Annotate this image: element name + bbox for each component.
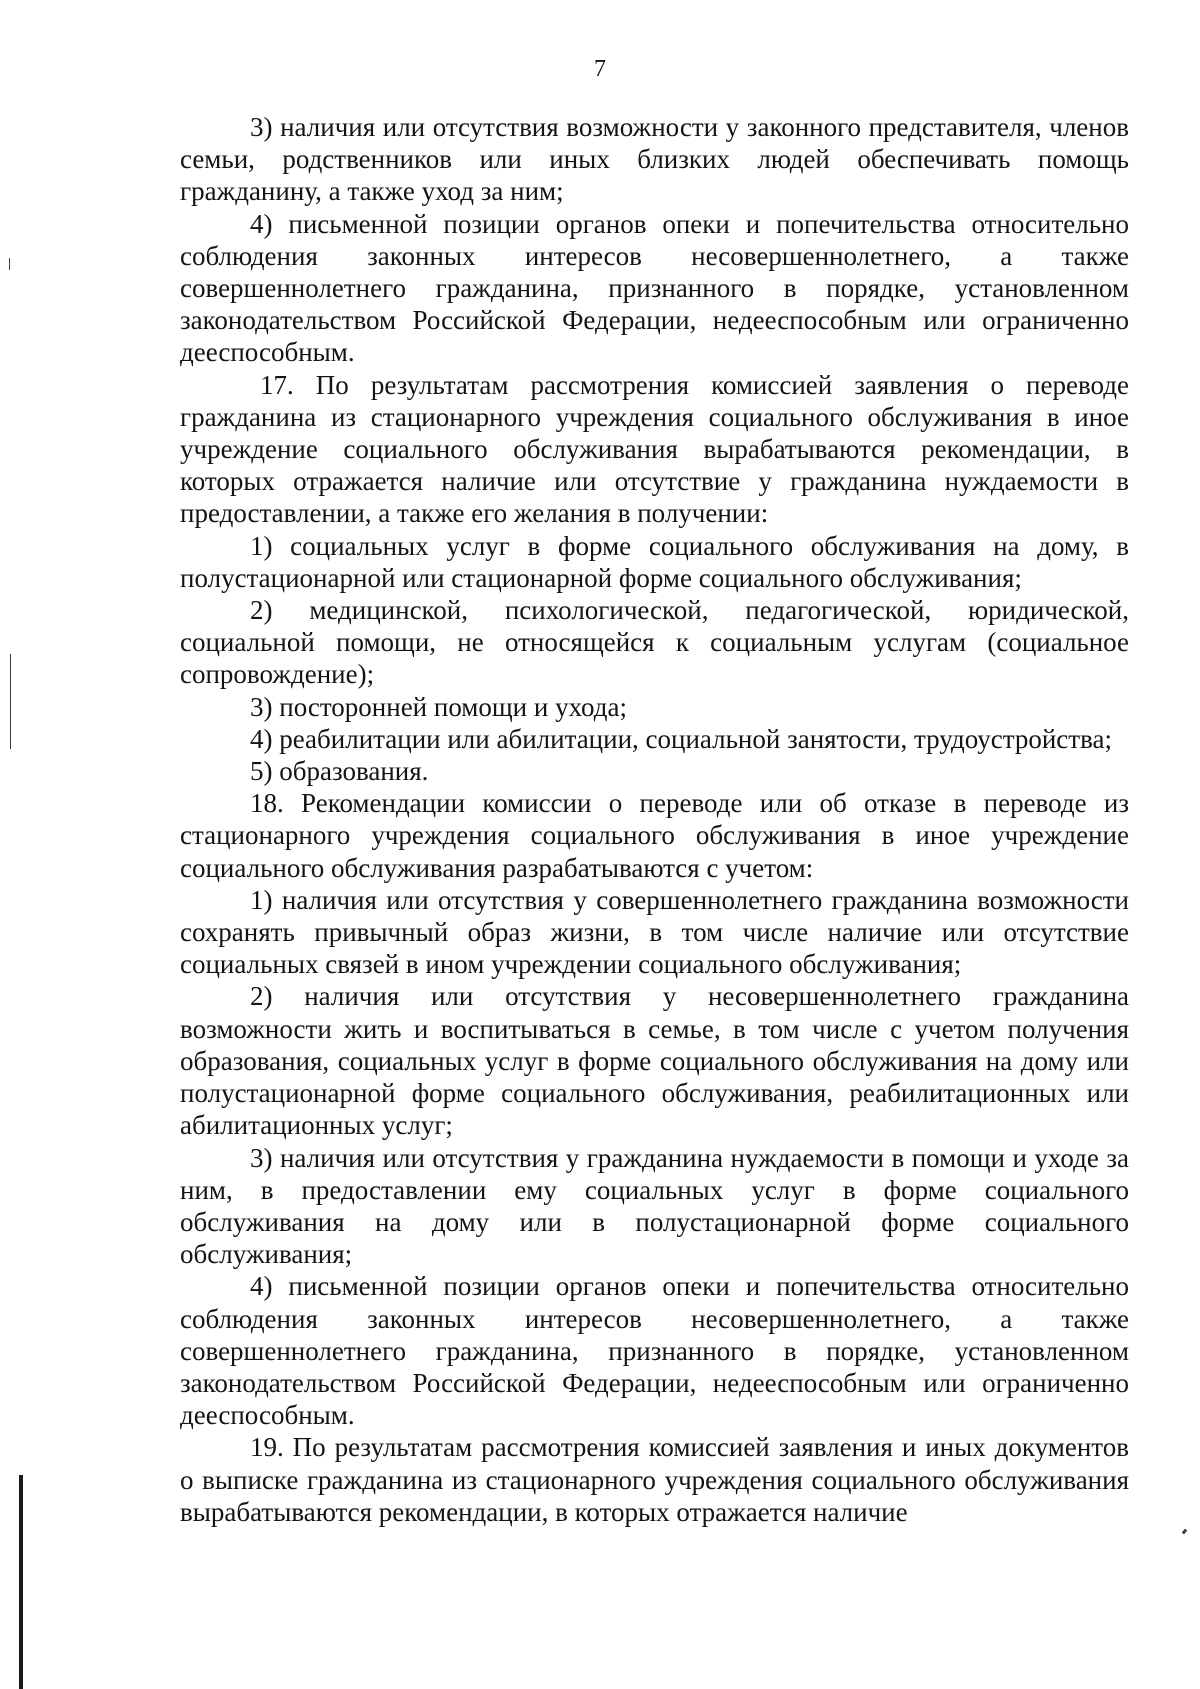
- paragraph-item-3: 3) наличия или отсутствия возможности у законного представителя, членов семьи, родственников или иных близких людей обеспечивать помощь гражданину, а также уход за ним;: [180, 112, 1129, 207]
- scan-edge-mark-top: [9, 258, 10, 270]
- paragraph-17-item-3: 3) посторонней помощи и ухода;: [250, 691, 627, 722]
- paragraph-17: 17. По результатам рассмотрения комиссией заявления о переводе гражданина из стационарного учреждения социального обслуживания в иное учреждение социального обслуживания вырабатываются рекомендации, в которых отражается наличие или отсутствие у гражданина нуждаемости в предоставлении, а также его желания в получении:: [180, 369, 1129, 529]
- paragraph-17-item-5: 5) образования.: [250, 756, 429, 787]
- scan-edge-mark-bottom: [19, 1475, 23, 1689]
- page-number: 7: [594, 56, 606, 82]
- paragraph-18-item-4: 4) письменной позиции органов опеки и попечительства относительно соблюдения законных интересов несовершеннолетнего, а также совершеннолетнего гражданина, признанного в порядке, установленном законодательством Российской Федерации, недееспособным или ограниченно дееспособным.: [180, 1271, 1129, 1431]
- paragraph-item-4: 4) письменной позиции органов опеки и попечительства относительно соблюдения законных интересов несовершеннолетнего, а также совершеннолетнего гражданина, признанного в порядке, установленном законодательством Российской Федерации, недееспособным или ограниченно дееспособным.: [180, 208, 1129, 368]
- paragraph-18-item-1: 1) наличия или отсутствия у совершеннолетнего гражданина возможности сохранять привычный образ жизни, в том числе наличие или отсутствие социальных связей в ином учреждении социального обслуживания;: [180, 884, 1129, 980]
- scan-speck: [1182, 1529, 1188, 1535]
- paragraph-19: 19. По результатам рассмотрения комиссией заявления и иных документов о выписке гражданина из стационарного учреждения социального обслуживания вырабатываются рекомендации, в которых отражается наличие: [180, 1432, 1129, 1527]
- paragraph-17-item-4: 4) реабилитации или абилитации, социальной занятости, трудоустройства;: [250, 723, 1112, 754]
- paragraph-17-item-2: 2) медицинской, психологической, педагогической, юридической, социальной помощи, не относящейся к социальным услугам (социальное сопровождение);: [180, 595, 1129, 690]
- paragraph-17-item-1: 1) социальных услуг в форме социального обслуживания на дому, в полустационарной или стационарной форме социального обслуживания;: [180, 530, 1129, 593]
- scan-edge-mark-middle: [10, 654, 11, 749]
- paragraph-18-item-3: 3) наличия или отсутствия у гражданина нуждаемости в помощи и уходе за ним, в предоставлении ему социальных услуг в форме социального обслуживания на дому или в полустационарной форме социального обслуживания;: [180, 1142, 1129, 1270]
- paragraph-18-item-2: 2) наличия или отсутствия у несовершеннолетнего гражданина возможности жить и воспитываться в семье, в том числе с учетом получения образования, социальных услуг в форме социального обслуживания на дому или полустационарной форме социального обслуживания, реабилитационных или абилитационных услуг;: [180, 981, 1129, 1141]
- paragraph-18: 18. Рекомендации комиссии о переводе или об отказе в переводе из стационарного учреждения социального обслуживания в иное учреждение социального обслуживания разрабатываются с учетом:: [180, 788, 1129, 883]
- document-body: [180, 111, 1129, 1528]
